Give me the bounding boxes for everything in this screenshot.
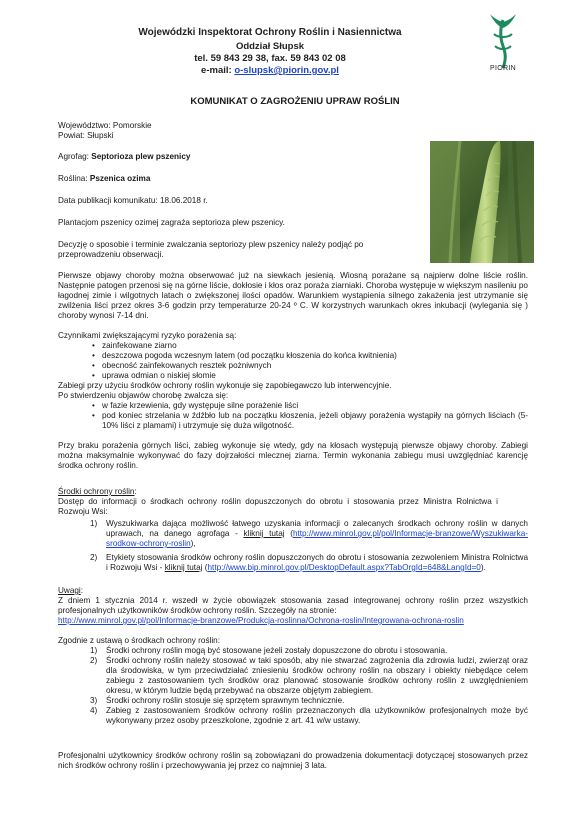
list-item (58, 696, 528, 706)
list-item: 1) Wyszukiwarka dająca możliwość łatwego uzyskania informacji o zalecanych środkach ochrony roślin w danych uprawach, na danego agrofaga - kliknij tutaj (http://www.minrol.gov.pl/pol/Informacje-branzowe/Wyszukiwarka-srodkow-ochrony-roslin), (90, 519, 528, 548)
click-here-link[interactable]: kliknij tutaj (164, 563, 203, 572)
list-item: 2) Etykiety stosowania środków ochrony roślin dopuszczonych do obrotu i stosowania zezwoleniem Ministra Rolnictwa i Rozwoju Wsi - kliknij tutaj (http://www.bip.minrol.gov.pl/DesktopDefault.aspx?TabOrgId=648&LangId=0). (90, 553, 528, 572)
search-tool-link[interactable]: http://www.minrol.gov.pl/pol/Informacje-branzowe/Wyszukiwarka-srodkow-ochrony-roslin (106, 529, 528, 548)
item-number: 2) (90, 553, 98, 562)
item-number: 1) (90, 646, 98, 655)
click-here-link[interactable]: kliknij tutaj (243, 529, 285, 538)
organization-name: Wojewódzki Inspektorat Ochrony Roślin i Nasiennictwa (138, 27, 402, 38)
pesticides-intro: Dostęp do informacji o środkach ochrony roślin dopuszczonych do obrotu i stosowania przez Ministra Rolnictwa i Rozwoju Wsi: (58, 497, 498, 516)
integrated-protection-link-line (58, 616, 528, 626)
labels-link[interactable]: http://www.bip.minrol.gov.pl/DesktopDefault.aspx?TabOrgId=648&LangId=0 (207, 563, 481, 572)
list-item: • deszczowa pogoda wczesnym latem (od początku kłoszenia do końca kwitnienia) (92, 351, 528, 361)
page-title: KOMUNIKAT O ZAGROŻENIU UPRAW ROŚLIN (190, 96, 400, 107)
publication-date: Data publikacji komunikatu: 18.06.2018 r. (58, 196, 208, 205)
pesticides-heading-colon: : (134, 487, 137, 496)
list-item (58, 646, 528, 656)
risk-intro: Czynnikami zwiększającymi ryzyko porażenia są: (58, 331, 237, 340)
risk-factor-list (58, 341, 528, 381)
agrofag-value: Septorioza plew pszenicy (91, 152, 191, 161)
pesticides-source-list (58, 519, 528, 573)
logo-text: PIORIN (490, 65, 516, 72)
item-number: 1) (90, 519, 98, 528)
plant-label: Roślina: (58, 174, 90, 183)
pesticides-heading-text: Środki ochrony roślin (58, 487, 135, 496)
integrated-protection-link[interactable]: http://www.minrol.gov.pl/pol/Informacje-branzowe/Produkcja-roslinna/Ochrona-roslin/Integrowana-ochrona-roslin (58, 616, 464, 625)
integrated-protection-note: Z dniem 1 stycznia 2014 r. wszedł w życie obowiązek stosowania zasad integrowanej ochrony roślin przez wszystkich profesjonalnych użytkowników środków ochrony roślin. Szczegóły na stronie: (58, 596, 528, 615)
list-item (58, 706, 528, 726)
voivodeship: Województwo: Pomorskie (58, 121, 152, 130)
list-item: • uprawa odmian o niskiej słomie (92, 371, 528, 381)
contact-email (120, 66, 420, 76)
district: Powiat: Słupski (58, 131, 114, 140)
email-link[interactable]: o-slupsk@piorin.gov.pl (234, 65, 339, 76)
plant-value: Pszenica ozima (89, 174, 151, 183)
item-text: Środki ochrony roślin mogą być stosowane jeżeli zostały dopuszczone do obrotu i stosowania. (106, 646, 448, 655)
observation-intro: Po stwierdzeniu objawów chorobę zwalcza się: (58, 391, 229, 400)
notes-heading (58, 586, 528, 596)
item-text: Środki ochrony roślin należy stosować w taki sposób, aby nie stwarzać zagrożenia dla zdrowia ludzi, zwierząt oraz dla środowiska, w tym przeciwdziałać zniesieniu środków ochrony roślin na obszary i obiekty niebędące celem zabiegu z zastosowaniem tych środków oraz planować stosowanie środków ochrony roślin z uwzględnieniem okresu, w którym ludzie będą przebywać na obszarze objętym zabiegiem. (106, 656, 528, 695)
item-number: 4) (90, 706, 98, 715)
item-text: Wyszukiwarka dająca możliwość łatwego uzyskania informacji o zalecanych środkach ochrony roślin w danych uprawach, na danego agrofaga - (106, 519, 528, 538)
item-number: 3) (90, 696, 98, 705)
contact-phone: tel. 59 843 29 38, fax. 59 843 02 08 (194, 53, 346, 64)
notes-heading-text: Uwagi (58, 586, 81, 595)
list-item: • obecność zainfekowanych resztek pożniwnych (92, 361, 528, 371)
branch-name: Oddział Słupsk (235, 41, 305, 52)
item-text: Zabieg z zastosowaniem środków ochrony roślin przeznaczonych dla użytkowników profesjonalnych może być wykonywany przez osoby przeszkolone, zgodnie z art. 41 w/w ustawy. (106, 706, 528, 725)
agrofag-line (58, 152, 190, 162)
email-label: e-mail: (201, 65, 235, 76)
agrofag-label: Agrofag: (58, 152, 92, 161)
prevention-note: Zabiegi przy użyciu środków ochrony roślin wykonuje się zapobiegawczo lub interwencyjnie. (58, 381, 392, 390)
decision-statement: Decyzję o sposobie i terminie zwalczania septoriozy plew pszenicy należy podjąć po przeprowadzeniu obserwacji. (58, 240, 364, 259)
law-intro: Zgodnie z ustawą o środkach ochrony roślin: (58, 636, 221, 645)
item-text: Etykiety stosowania środków ochrony roślin dopuszczonych do obrotu i stosowania zezwoleniem Ministra Rolnictwa i Rozwoju Wsi - (106, 553, 528, 572)
list-item: • w fazie krzewienia, gdy występuje silne porażenie liści (92, 401, 528, 411)
observation-list (58, 401, 528, 431)
disease-description: Pierwsze objawy choroby można obserwować już na siewkach jesienią. Wiosną porażane są najpierw dolne liście roślin. Następnie patogen przenosi się na górne liście, dokłosie i kłos oraz poraża ziarniaki. Choroba występuje w większym nasileniu po łagodnej zimie i wilgotnych latach o zwiększonej ilości opadów. Warunkiem wystąpienia silnego zakażenia jest utrzymanie się zwilżenia liści przez okres 3-6 godzin przy temperaturze 20-24 º C. W korzystnych warunkach okres inkubacji (wylegania się ) choroby wynosi 7-14 dni. (58, 271, 528, 320)
wheat-photo (430, 141, 534, 263)
item-number: 2) (90, 656, 98, 665)
documentation-note: Profesjonalni użytkownicy środków ochrony roślin są zobowiązani do prowadzenia dokumentacji dotyczącej stosowanych przez nich środków ochrony roślin i przechowywania jej przez co najmniej 3 lata. (58, 751, 528, 770)
pesticides-heading (58, 487, 528, 497)
law-list (58, 646, 528, 726)
list-item (58, 656, 528, 696)
plant-line (58, 174, 150, 184)
threat-statement: Plantacjom pszenicy ozimej zagraża septorioza plew pszenicy. (58, 218, 285, 227)
list-item: • zainfekowane ziarno (92, 341, 528, 351)
item-text: Środki ochrony roślin stosuje się sprzętem sprawnym technicznie. (106, 696, 345, 705)
treatment-timing: Przy braku porażenia górnych liści, zabieg wykonuje się wtedy, gdy na kłosach występują pierwsze objawy choroby. Zabiegi można maksymalnie wykonywać do fazy dojrzałości mlecznej ziarna. Termin wykonania zabiegu musi uwzględniać karencję środka ochrony roślin. (58, 441, 528, 470)
notes-heading-colon: : (80, 586, 84, 595)
list-item: • pod koniec strzelania w źdźbło lub na początku kłoszenia, jeżeli objawy porażenia wystąpiły na górnych liściach (5-10% liści z plamami) i utrzymuje się duża wilgotność. (92, 411, 528, 431)
